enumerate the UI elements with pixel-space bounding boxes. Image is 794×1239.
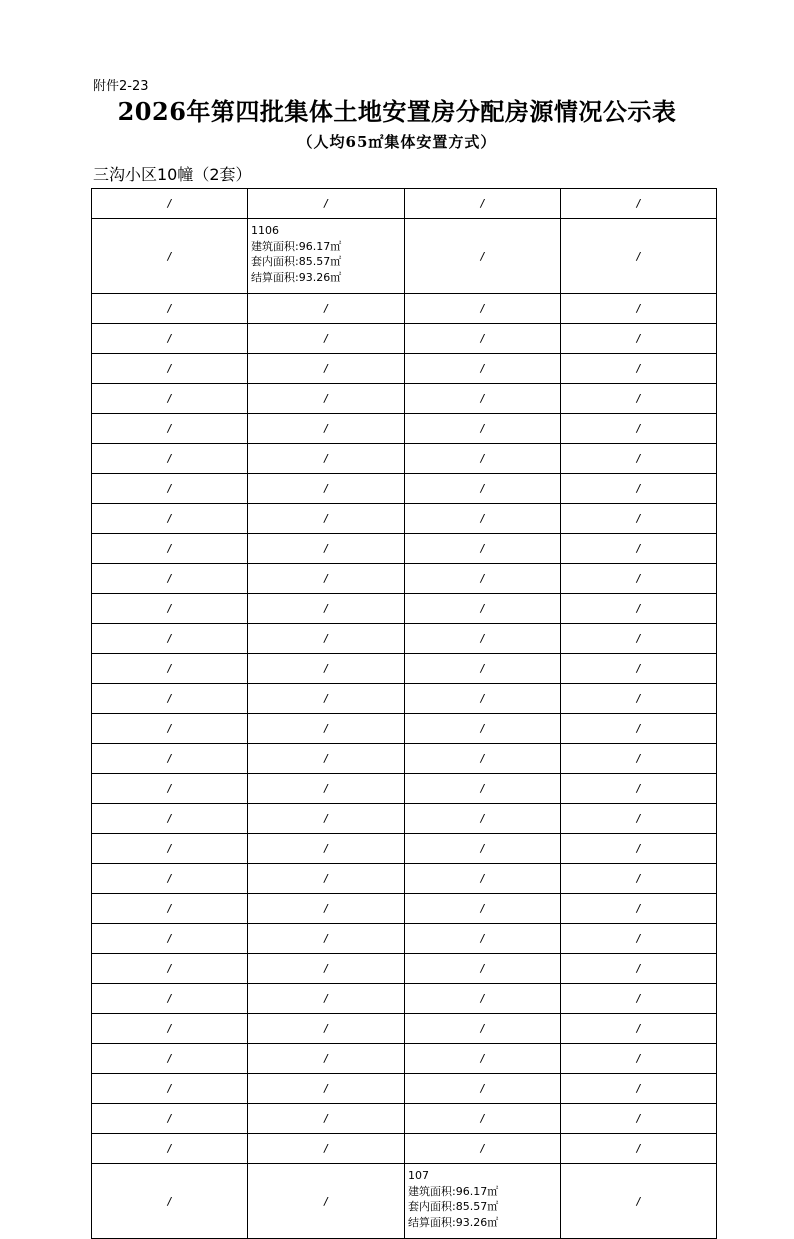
empty-cell: / xyxy=(92,324,248,354)
empty-cell: / xyxy=(405,189,561,219)
empty-cell: / xyxy=(405,414,561,444)
empty-cell: / xyxy=(561,924,717,954)
empty-cell: / xyxy=(248,189,405,219)
empty-cell: / xyxy=(248,1104,405,1134)
empty-cell: / xyxy=(561,624,717,654)
empty-cell: / xyxy=(92,534,248,564)
building-label: 三沟小区10幢（2套） xyxy=(93,165,252,184)
table-row xyxy=(92,834,717,864)
empty-cell: / xyxy=(405,384,561,414)
empty-cell: / xyxy=(561,774,717,804)
empty-cell: / xyxy=(92,594,248,624)
empty-cell: / xyxy=(561,414,717,444)
unit-unit: 107 xyxy=(408,1169,429,1182)
empty-cell: / xyxy=(248,354,405,384)
empty-cell: / xyxy=(405,564,561,594)
empty-cell: / xyxy=(248,384,405,414)
empty-cell: / xyxy=(405,294,561,324)
empty-cell: / xyxy=(405,954,561,984)
empty-cell: / xyxy=(92,744,248,774)
empty-cell: / xyxy=(405,1074,561,1104)
empty-cell: / xyxy=(248,594,405,624)
empty-cell: / xyxy=(92,714,248,744)
empty-cell: / xyxy=(248,654,405,684)
table-row xyxy=(92,1104,717,1134)
empty-cell: / xyxy=(92,294,248,324)
empty-cell: / xyxy=(405,834,561,864)
empty-cell: / xyxy=(248,714,405,744)
table-row xyxy=(92,594,717,624)
empty-cell: / xyxy=(561,1044,717,1074)
table-row xyxy=(92,984,717,1014)
table-row xyxy=(92,219,717,294)
empty-cell: / xyxy=(248,834,405,864)
empty-cell: / xyxy=(405,894,561,924)
empty-cell: / xyxy=(92,474,248,504)
empty-cell: / xyxy=(92,1014,248,1044)
empty-cell: / xyxy=(561,984,717,1014)
table-row xyxy=(92,654,717,684)
empty-cell: / xyxy=(561,654,717,684)
table-row xyxy=(92,324,717,354)
empty-cell: / xyxy=(92,984,248,1014)
empty-cell: / xyxy=(248,804,405,834)
unit-inner-area: 套内面积:85.57㎡ xyxy=(408,1200,499,1213)
empty-cell: / xyxy=(92,504,248,534)
table-row xyxy=(92,684,717,714)
empty-cell: / xyxy=(561,744,717,774)
table-row xyxy=(92,774,717,804)
empty-cell: / xyxy=(248,744,405,774)
empty-cell: / xyxy=(561,219,717,294)
unit-settle-area: 结算面积:93.26㎡ xyxy=(251,270,342,284)
empty-cell: / xyxy=(92,1044,248,1074)
table-row xyxy=(92,189,717,219)
empty-cell: / xyxy=(561,354,717,384)
unit-cell xyxy=(405,1164,561,1239)
empty-cell: / xyxy=(92,414,248,444)
unit-building-area: 建筑面积:96.17㎡ xyxy=(251,239,342,253)
empty-cell: / xyxy=(248,954,405,984)
empty-cell: / xyxy=(248,924,405,954)
empty-cell: / xyxy=(561,1014,717,1044)
table-row xyxy=(92,714,717,744)
empty-cell: / xyxy=(92,1164,248,1239)
empty-cell: / xyxy=(248,894,405,924)
empty-cell: / xyxy=(405,864,561,894)
housing-table xyxy=(91,188,717,1239)
attachment-label: 附件2-23 xyxy=(93,79,149,94)
unit-unit: 1106 xyxy=(251,224,279,237)
empty-cell: / xyxy=(248,684,405,714)
empty-cell: / xyxy=(561,894,717,924)
empty-cell: / xyxy=(248,504,405,534)
table-row xyxy=(92,954,717,984)
empty-cell: / xyxy=(92,894,248,924)
page-title: 2026年第四批集体土地安置房分配房源情况公示表 xyxy=(117,97,677,126)
empty-cell: / xyxy=(92,1104,248,1134)
table-row xyxy=(92,1074,717,1104)
empty-cell: / xyxy=(405,924,561,954)
empty-cell: / xyxy=(248,1044,405,1074)
empty-cell: / xyxy=(92,1134,248,1164)
table-row xyxy=(92,1164,717,1239)
empty-cell: / xyxy=(561,1074,717,1104)
empty-cell: / xyxy=(248,294,405,324)
empty-cell: / xyxy=(248,774,405,804)
empty-cell: / xyxy=(561,1164,717,1239)
empty-cell: / xyxy=(92,624,248,654)
empty-cell: / xyxy=(561,1104,717,1134)
empty-cell: / xyxy=(405,744,561,774)
table-row xyxy=(92,384,717,414)
empty-cell: / xyxy=(92,444,248,474)
empty-cell: / xyxy=(248,564,405,594)
empty-cell: / xyxy=(248,534,405,564)
table-row xyxy=(92,474,717,504)
empty-cell: / xyxy=(561,504,717,534)
empty-cell: / xyxy=(92,189,248,219)
empty-cell: / xyxy=(405,324,561,354)
empty-cell: / xyxy=(92,774,248,804)
empty-cell: / xyxy=(405,684,561,714)
empty-cell: / xyxy=(405,594,561,624)
empty-cell: / xyxy=(561,534,717,564)
empty-cell: / xyxy=(405,774,561,804)
empty-cell: / xyxy=(248,474,405,504)
empty-cell: / xyxy=(405,534,561,564)
empty-cell: / xyxy=(248,864,405,894)
empty-cell: / xyxy=(561,444,717,474)
empty-cell: / xyxy=(248,984,405,1014)
unit-settle-area: 结算面积:93.26㎡ xyxy=(408,1215,499,1229)
empty-cell: / xyxy=(405,1044,561,1074)
empty-cell: / xyxy=(92,1074,248,1104)
table-row xyxy=(92,894,717,924)
empty-cell: / xyxy=(405,354,561,384)
empty-cell: / xyxy=(561,864,717,894)
empty-cell: / xyxy=(248,624,405,654)
empty-cell: / xyxy=(561,474,717,504)
empty-cell: / xyxy=(405,1014,561,1044)
empty-cell: / xyxy=(405,804,561,834)
empty-cell: / xyxy=(405,1104,561,1134)
empty-cell: / xyxy=(561,324,717,354)
table-row xyxy=(92,1134,717,1164)
empty-cell: / xyxy=(92,924,248,954)
empty-cell: / xyxy=(248,1014,405,1044)
empty-cell: / xyxy=(405,624,561,654)
empty-cell: / xyxy=(92,654,248,684)
empty-cell: / xyxy=(561,294,717,324)
empty-cell: / xyxy=(248,414,405,444)
empty-cell: / xyxy=(92,564,248,594)
empty-cell: / xyxy=(561,684,717,714)
unit-building-area: 建筑面积:96.17㎡ xyxy=(408,1184,499,1198)
empty-cell: / xyxy=(248,1074,405,1104)
empty-cell: / xyxy=(405,219,561,294)
empty-cell: / xyxy=(561,954,717,984)
table-row xyxy=(92,1044,717,1074)
empty-cell: / xyxy=(92,864,248,894)
table-row xyxy=(92,864,717,894)
housing-table-body xyxy=(92,189,717,1239)
empty-cell: / xyxy=(561,834,717,864)
table-row xyxy=(92,534,717,564)
empty-cell: / xyxy=(248,324,405,354)
empty-cell: / xyxy=(561,1134,717,1164)
empty-cell: / xyxy=(561,564,717,594)
table-row xyxy=(92,354,717,384)
empty-cell: / xyxy=(92,834,248,864)
empty-cell: / xyxy=(561,714,717,744)
table-row xyxy=(92,744,717,774)
table-row xyxy=(92,564,717,594)
table-row xyxy=(92,444,717,474)
empty-cell: / xyxy=(405,1134,561,1164)
empty-cell: / xyxy=(405,444,561,474)
empty-cell: / xyxy=(92,354,248,384)
empty-cell: / xyxy=(405,474,561,504)
table-row xyxy=(92,294,717,324)
empty-cell: / xyxy=(405,714,561,744)
unit-inner-area: 套内面积:85.57㎡ xyxy=(251,255,342,268)
empty-cell: / xyxy=(561,189,717,219)
empty-cell: / xyxy=(248,1134,405,1164)
empty-cell: / xyxy=(405,504,561,534)
table-row xyxy=(92,804,717,834)
empty-cell: / xyxy=(561,594,717,624)
table-row xyxy=(92,504,717,534)
unit-cell xyxy=(248,219,405,294)
empty-cell: / xyxy=(405,984,561,1014)
empty-cell: / xyxy=(248,444,405,474)
page-subtitle: （人均65㎡集体安置方式） xyxy=(297,133,497,151)
empty-cell: / xyxy=(248,1164,405,1239)
empty-cell: / xyxy=(561,384,717,414)
table-row xyxy=(92,414,717,444)
empty-cell: / xyxy=(561,804,717,834)
table-row xyxy=(92,924,717,954)
empty-cell: / xyxy=(92,384,248,414)
table-row xyxy=(92,1014,717,1044)
empty-cell: / xyxy=(92,804,248,834)
table-row xyxy=(92,624,717,654)
empty-cell: / xyxy=(92,219,248,294)
empty-cell: / xyxy=(405,654,561,684)
empty-cell: / xyxy=(92,954,248,984)
empty-cell: / xyxy=(92,684,248,714)
